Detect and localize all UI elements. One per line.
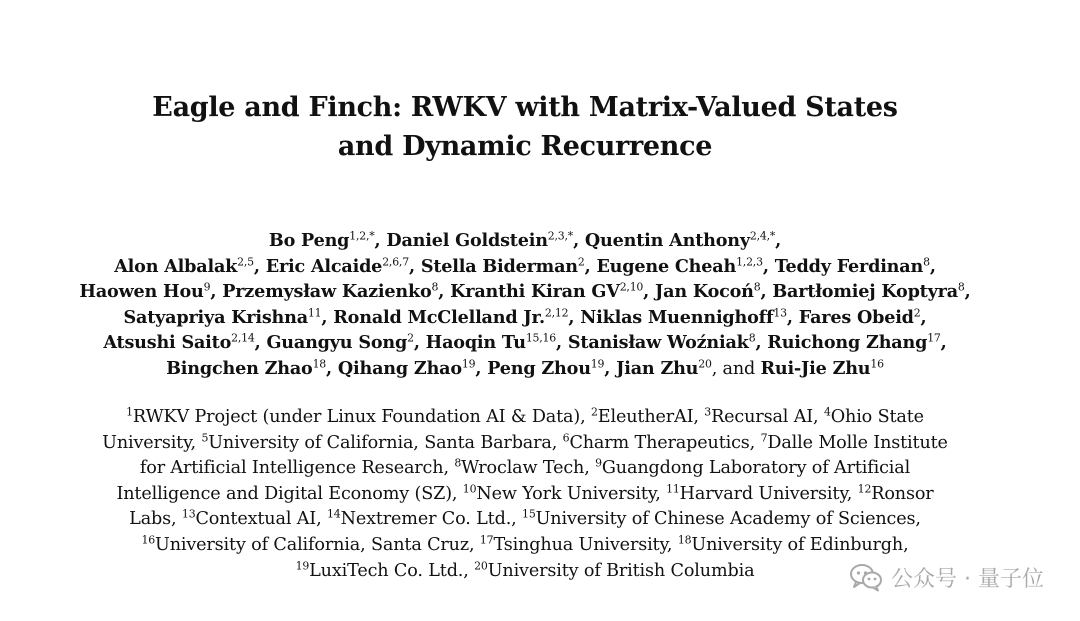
author <box>222 281 450 302</box>
author-separator: , <box>920 306 927 328</box>
affiliation-number: 20 <box>474 558 488 572</box>
affiliation-text: New York University, <box>476 483 667 504</box>
author-line <box>0 254 1050 280</box>
author-name: Guangyu Song <box>266 332 408 354</box>
author <box>799 307 927 328</box>
affiliation-text: Contextual AI, <box>195 509 327 530</box>
author <box>124 307 334 328</box>
author <box>568 332 767 353</box>
author-affiliation-marker: 2,3,* <box>547 229 574 243</box>
author-affiliation-marker: 19 <box>461 357 476 371</box>
affiliation-number: 18 <box>677 533 692 547</box>
author-separator: , <box>475 357 488 379</box>
author-affiliation-marker: 11 <box>307 306 322 320</box>
author-affiliation-marker: 2,5 <box>237 254 254 268</box>
author-affiliation-marker: 9 <box>203 280 211 294</box>
author-affiliation-marker: 8 <box>923 254 930 268</box>
affiliation-number: 4 <box>823 405 831 419</box>
affiliation-number: 17 <box>479 533 494 547</box>
title-line-1: Eagle and Finch: RWKV with Matrix-Valued States <box>152 92 898 123</box>
author-line <box>0 279 1050 305</box>
author-affiliation-marker: 1,2,* <box>349 229 375 243</box>
wechat-icon <box>849 562 883 592</box>
author-separator: , <box>210 281 223 303</box>
author <box>775 256 936 277</box>
affiliation-number: 5 <box>201 430 209 444</box>
affiliation-number: 9 <box>595 456 602 470</box>
affiliation-text: Recursal AI, <box>711 407 824 427</box>
author-affiliation-marker: 2,6,7 <box>382 254 409 268</box>
affiliation-number: 1 <box>126 405 133 419</box>
author-name: Haowen Hou <box>79 281 204 303</box>
author-name: Atsushi Saito <box>103 332 232 354</box>
author-separator: , <box>568 306 581 328</box>
affiliation-text: LuxiTech Co. Ltd., <box>309 560 475 581</box>
author-separator: , <box>940 332 947 354</box>
author <box>760 358 883 379</box>
author-separator: , <box>584 255 597 277</box>
author <box>655 281 772 302</box>
author-name: Qihang Zhao <box>337 357 462 379</box>
author <box>386 230 585 251</box>
author-line <box>0 330 1050 356</box>
affiliation-line <box>0 533 1050 559</box>
author-affiliation-marker: 16 <box>870 357 884 371</box>
author <box>338 358 487 379</box>
author <box>114 256 266 277</box>
author <box>421 256 597 277</box>
affiliation-number: 19 <box>295 558 310 572</box>
author <box>426 332 568 353</box>
author-affiliation-marker: 17 <box>927 331 941 345</box>
author-name: Jian Zhu <box>616 357 699 379</box>
affiliation-text: University of Chinese Academy of Sciences, <box>535 509 921 530</box>
affiliation-text: University, <box>102 432 202 453</box>
author-line <box>0 228 1050 254</box>
affiliation-number: 8 <box>454 456 462 470</box>
author-separator: , <box>253 255 266 277</box>
affiliation-text: EleutherAI, <box>597 407 705 427</box>
author <box>580 307 799 328</box>
author-separator: , <box>760 281 773 303</box>
author-separator: , <box>775 230 782 251</box>
author-affiliation-marker: 2 <box>913 306 921 320</box>
affiliation-text: Harvard University, <box>679 483 858 504</box>
affiliation-text: Labs, <box>129 509 182 530</box>
author-separator: , <box>321 306 334 328</box>
author-affiliation-marker: 2,14 <box>231 331 255 345</box>
author-name: Teddy Ferdinan <box>774 255 924 277</box>
affiliation-list <box>0 405 1050 584</box>
author-name: Bingchen Zhao <box>166 357 313 379</box>
affiliation-number: 14 <box>327 507 341 521</box>
author <box>450 281 655 302</box>
affiliation-text: Nextremer Co. Ltd., <box>340 509 523 530</box>
author <box>596 256 774 277</box>
author-name: Quentin Anthony <box>584 230 750 251</box>
author-affiliation-marker: 18 <box>312 357 327 371</box>
affiliation-number: 11 <box>666 482 680 496</box>
author-affiliation-marker: 2 <box>577 254 585 268</box>
author-separator: , <box>762 255 775 277</box>
author-separator: , <box>556 332 568 354</box>
author <box>585 230 781 251</box>
author-affiliation-marker: 8 <box>753 280 761 294</box>
affiliation-text: University of California, Santa Cruz, <box>155 534 480 555</box>
author <box>616 358 760 379</box>
author <box>269 230 387 251</box>
author-name: Eric Alcaide <box>265 255 383 277</box>
affiliation-number: 2 <box>590 405 598 419</box>
author-name: Satyapriya Krishna <box>123 306 308 328</box>
author-separator: , <box>786 306 799 328</box>
affiliation-text: Ohio State <box>830 407 924 427</box>
author-affiliation-marker: 2,12 <box>544 306 569 320</box>
affiliation-text: RWKV Project (under Linux Foundation AI & Data), <box>132 407 591 427</box>
author-name: Bartłomiej Koptyra <box>772 281 958 303</box>
affiliation-line <box>0 405 1050 431</box>
author-separator: , <box>964 281 971 303</box>
author-separator: , <box>604 357 617 379</box>
author-affiliation-marker: 8 <box>431 280 439 294</box>
author-affiliation-marker: 13 <box>773 306 787 320</box>
author-separator: , <box>408 255 421 277</box>
author-name: Daniel Goldstein <box>386 230 548 251</box>
author-name: Peng Zhou <box>487 357 591 379</box>
author-name: Bo Peng <box>268 230 350 251</box>
paper-title <box>0 88 1050 166</box>
author-affiliation-marker: 8 <box>748 331 756 345</box>
author-name: Rui-Jie Zhu <box>760 357 871 379</box>
affiliation-number: 15 <box>522 507 536 521</box>
affiliation-line <box>0 482 1050 508</box>
author-separator: , <box>755 332 768 354</box>
author <box>266 332 425 353</box>
author-name: Przemysław Kazienko <box>222 281 432 303</box>
affiliation-text: Ronsor <box>871 483 934 504</box>
author-affiliation-marker: 2 <box>407 331 414 345</box>
author-name: Jan Kocoń <box>655 281 754 303</box>
author <box>487 358 616 379</box>
author-affiliation-marker: 1,2,3 <box>736 254 763 268</box>
author <box>767 332 946 353</box>
author <box>772 281 970 302</box>
affiliation-text: Guangdong Laboratory of Artificial <box>601 458 911 479</box>
author-separator: , <box>643 281 656 303</box>
author-name: Ruichong Zhang <box>767 332 928 354</box>
author-line <box>0 356 1050 383</box>
affiliation-number: 13 <box>181 507 196 521</box>
affiliation-text: for Artificial Intelligence Research, <box>139 458 455 479</box>
affiliation-text: University of California, Santa Barbara, <box>208 432 563 453</box>
affiliation-text: Wroclaw Tech, <box>461 458 596 479</box>
title-line-2: and Dynamic Recurrence <box>337 131 713 162</box>
author-name: Stanisław Woźniak <box>567 332 749 354</box>
author-separator: , and <box>711 358 761 379</box>
affiliation-number: 7 <box>760 430 768 444</box>
author-separator: , <box>929 255 936 277</box>
author-name: Eugene Cheah <box>596 255 737 277</box>
affiliation-number: 10 <box>462 482 477 496</box>
author-name: Haoqin Tu <box>425 332 526 354</box>
author-name: Stella Biderman <box>420 255 578 277</box>
affiliation-text: Dalle Molle Institute <box>767 432 948 453</box>
author <box>333 307 580 328</box>
author-affiliation-marker: 20 <box>698 357 712 371</box>
author-affiliation-marker: 8 <box>957 280 965 294</box>
affiliation-number: 6 <box>562 430 570 444</box>
affiliation-text: Tsinghua University, <box>493 534 678 555</box>
affiliation-text: University of Edinburgh, <box>691 534 909 555</box>
affiliation-line <box>0 431 1050 457</box>
author-separator: , <box>254 332 267 354</box>
author-line <box>0 305 1050 331</box>
author-name: Ronald McClelland Jr. <box>333 306 545 328</box>
author-separator: , <box>438 281 451 303</box>
affiliation-number: 16 <box>141 533 156 547</box>
affiliation-number: 12 <box>857 482 872 496</box>
author <box>103 332 266 353</box>
affiliation-text: Charm Therapeutics, <box>569 432 761 453</box>
author <box>166 358 338 379</box>
author-name: Alon Albalak <box>114 255 238 277</box>
author-separator: , <box>413 332 426 354</box>
author <box>266 256 421 277</box>
author-name: Fares Obeid <box>798 306 914 328</box>
author-separator: , <box>374 230 387 251</box>
affiliation-text: University of British Columbia <box>487 560 755 581</box>
affiliation-line <box>0 507 1050 533</box>
author <box>79 281 222 302</box>
author-affiliation-marker: 2,4,* <box>749 229 776 243</box>
affiliation-number: 3 <box>704 405 712 419</box>
author-affiliation-marker: 2,10 <box>619 280 644 294</box>
affiliation-text: Intelligence and Digital Economy (SZ), <box>116 483 463 504</box>
watermark-text: 公众号 · 量子位 <box>891 566 1044 592</box>
author-affiliation-marker: 19 <box>590 357 605 371</box>
author-affiliation-marker: 15,16 <box>525 331 557 345</box>
author-separator: , <box>573 230 585 251</box>
author-separator: , <box>326 357 338 379</box>
author-name: Kranthi Kiran GV <box>450 281 620 303</box>
author-list <box>0 228 1050 383</box>
author-name: Niklas Muennighoff <box>580 306 774 328</box>
affiliation-line <box>0 456 1050 482</box>
watermark <box>849 560 1044 594</box>
